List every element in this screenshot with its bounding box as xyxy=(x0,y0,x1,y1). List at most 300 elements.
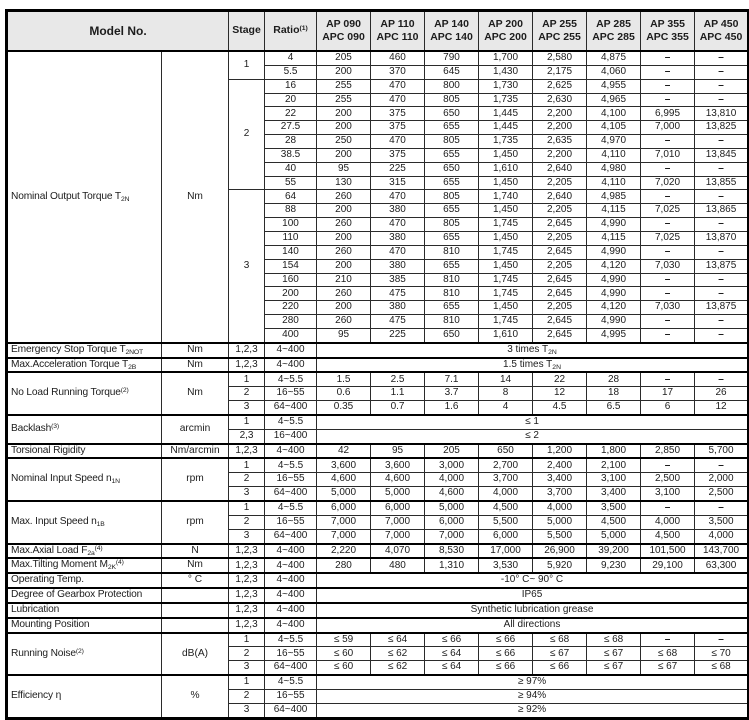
cell-ratio: 4~400 xyxy=(265,558,317,573)
table-body xyxy=(7,51,749,718)
cell-value: 4,110 xyxy=(587,176,641,190)
cell-value: 375 xyxy=(371,148,425,162)
cell-stage: 1 xyxy=(229,458,265,472)
cell-value: 255 xyxy=(317,79,371,93)
cell-value: 28 xyxy=(587,372,641,386)
cell-value: ≤ 66 xyxy=(479,633,533,647)
cell-value: 375 xyxy=(371,107,425,121)
cell-ratio: 16~55 xyxy=(265,689,317,703)
cell-value: 1,700 xyxy=(479,51,533,65)
cell-value: 1.5 xyxy=(317,372,371,386)
cell-value: 1,200 xyxy=(533,444,587,459)
cell-value: 6.5 xyxy=(587,401,641,415)
cell-value: 13,875 xyxy=(695,301,749,315)
cell-unit xyxy=(162,618,229,633)
cell-value: 655 xyxy=(425,176,479,190)
cell-ratio: 16~55 xyxy=(265,473,317,487)
cell-value: 2,580 xyxy=(533,51,587,65)
cell-value: – xyxy=(695,245,749,259)
cell-span-value: All directions xyxy=(317,618,749,633)
cell-ratio: 55 xyxy=(265,176,317,190)
cell-value: – xyxy=(641,162,695,176)
cell-unit: rpm xyxy=(162,501,229,544)
cell-ratio: 27.5 xyxy=(265,121,317,135)
cell-value: 6,000 xyxy=(317,501,371,515)
cell-value: 200 xyxy=(317,107,371,121)
cell-value: 8,530 xyxy=(425,544,479,559)
cell-value: 26 xyxy=(695,387,749,401)
cell-value: – xyxy=(695,315,749,329)
cell-value: 210 xyxy=(317,273,371,287)
cell-value: 4,000 xyxy=(641,515,695,529)
cell-stage: 1,2,3 xyxy=(229,444,265,459)
cell-value: 101,500 xyxy=(641,544,695,559)
cell-span-value: Synthetic lubrication grease xyxy=(317,603,749,618)
cell-value: 9,230 xyxy=(587,558,641,573)
cell-unit: arcmin xyxy=(162,415,229,444)
cell-ratio: 4~5.5 xyxy=(265,372,317,386)
cell-value: 380 xyxy=(371,301,425,315)
cell-value: 5,700 xyxy=(695,444,749,459)
cell-value: 2,200 xyxy=(533,107,587,121)
cell-value: 63,300 xyxy=(695,558,749,573)
cell-value: – xyxy=(695,458,749,472)
cell-stage: 2 xyxy=(229,647,265,661)
cell-value: 7,000 xyxy=(425,529,479,543)
cell-value: 255 xyxy=(317,93,371,107)
cell-stage: 1,2,3 xyxy=(229,618,265,633)
header-model-col: AP 090 APC 090 xyxy=(317,11,371,52)
cell-value: 3,500 xyxy=(695,515,749,529)
cell-value: 4,115 xyxy=(587,231,641,245)
cell-value: 13,825 xyxy=(695,121,749,135)
cell-value: 250 xyxy=(317,135,371,149)
cell-value: 805 xyxy=(425,93,479,107)
cell-stage: 1,2,3 xyxy=(229,343,265,358)
cell-value: 2,645 xyxy=(533,328,587,342)
cell-value: 13,810 xyxy=(695,107,749,121)
cell-value: 805 xyxy=(425,218,479,232)
cell-ratio: 140 xyxy=(265,245,317,259)
cell-stage: 1,2,3 xyxy=(229,544,265,559)
cell-value: 2,500 xyxy=(641,473,695,487)
header-model-col: AP 450 APC 450 xyxy=(695,11,749,52)
cell-value: 810 xyxy=(425,273,479,287)
cell-value: 2,635 xyxy=(533,135,587,149)
cell-value: 470 xyxy=(371,190,425,204)
cell-value: 260 xyxy=(317,245,371,259)
cell-row-label: Mounting Position xyxy=(7,618,162,633)
cell-stage: 3 xyxy=(229,703,265,718)
cell-unit: ° C xyxy=(162,573,229,588)
cell-value: 4,600 xyxy=(425,487,479,501)
cell-value: 29,100 xyxy=(641,558,695,573)
cell-row-label: Max.Axial Load $F_{2a}^{(4)}$ xyxy=(7,544,162,559)
cell-value: 2,645 xyxy=(533,245,587,259)
cell-value: ≤ 62 xyxy=(371,647,425,661)
cell-stage: 1,2,3 xyxy=(229,588,265,603)
cell-row-label: Efficiency η xyxy=(7,675,162,718)
table-row xyxy=(7,501,749,515)
cell-value: 3,530 xyxy=(479,558,533,573)
cell-value: 42 xyxy=(317,444,371,459)
cell-ratio: 16 xyxy=(265,79,317,93)
cell-value: 4,000 xyxy=(533,501,587,515)
cell-value: 2,200 xyxy=(533,148,587,162)
cell-value: 1,610 xyxy=(479,162,533,176)
cell-value: 4,120 xyxy=(587,301,641,315)
cell-ratio: 200 xyxy=(265,287,317,301)
cell-stage: 3 xyxy=(229,401,265,415)
table-row xyxy=(7,358,749,373)
cell-value: 4,985 xyxy=(587,190,641,204)
cell-ratio: 100 xyxy=(265,218,317,232)
cell-span-value: ≤ 1 xyxy=(317,415,749,429)
cell-ratio: 64~400 xyxy=(265,401,317,415)
cell-value: ≤ 68 xyxy=(641,647,695,661)
cell-row-label: Nominal Output Torque $T_{2N}$ xyxy=(7,51,162,343)
cell-value: 3,700 xyxy=(479,473,533,487)
cell-value: 7,000 xyxy=(371,529,425,543)
cell-value: 0.35 xyxy=(317,401,371,415)
cell-value: 4,115 xyxy=(587,204,641,218)
cell-unit: N xyxy=(162,544,229,559)
cell-value: 13,845 xyxy=(695,148,749,162)
cell-span-value: ≥ 92% xyxy=(317,703,749,718)
cell-stage: 1,2,3 xyxy=(229,603,265,618)
cell-value: 14 xyxy=(479,372,533,386)
cell-unit: Nm xyxy=(162,358,229,373)
cell-ratio: 4~5.5 xyxy=(265,501,317,515)
cell-value: 4,000 xyxy=(695,529,749,543)
cell-value: – xyxy=(695,51,749,65)
cell-value: 7,030 xyxy=(641,259,695,273)
cell-value: ≤ 67 xyxy=(533,647,587,661)
cell-value: 6,995 xyxy=(641,107,695,121)
cell-value: 5,500 xyxy=(479,515,533,529)
cell-value: 0.7 xyxy=(371,401,425,415)
cell-row-label: No Load Running Torque$^{(2)}$ xyxy=(7,372,162,415)
cell-value: – xyxy=(695,65,749,79)
cell-value: – xyxy=(695,328,749,342)
cell-value: – xyxy=(641,501,695,515)
cell-value: 2,205 xyxy=(533,231,587,245)
cell-value: 470 xyxy=(371,79,425,93)
cell-value: 650 xyxy=(425,162,479,176)
cell-value: 655 xyxy=(425,259,479,273)
cell-stage: 2,3 xyxy=(229,429,265,443)
cell-value: 4,970 xyxy=(587,135,641,149)
cell-ratio: 4~400 xyxy=(265,544,317,559)
cell-value: 1,450 xyxy=(479,231,533,245)
cell-value: 1,735 xyxy=(479,93,533,107)
cell-span-value: ≥ 97% xyxy=(317,675,749,689)
cell-value: 260 xyxy=(317,218,371,232)
cell-ratio: 16~400 xyxy=(265,429,317,443)
cell-value: 2,630 xyxy=(533,93,587,107)
cell-value: 2,400 xyxy=(533,458,587,472)
cell-value: 4,990 xyxy=(587,273,641,287)
cell-value: 95 xyxy=(317,328,371,342)
cell-value: 4 xyxy=(479,401,533,415)
cell-value: 4,000 xyxy=(425,473,479,487)
cell-value: ≤ 67 xyxy=(641,661,695,675)
cell-value: – xyxy=(695,633,749,647)
cell-span-value: ≤ 2 xyxy=(317,429,749,443)
header-ratio: Ratio$^{(1)}$ xyxy=(265,11,317,52)
cell-stage: 1 xyxy=(229,415,265,429)
cell-value: 645 xyxy=(425,65,479,79)
cell-value: 3,500 xyxy=(587,501,641,515)
cell-value: 375 xyxy=(371,121,425,135)
cell-value: 3,600 xyxy=(371,458,425,472)
cell-value: 655 xyxy=(425,231,479,245)
cell-value: 0.6 xyxy=(317,387,371,401)
cell-value: ≤ 68 xyxy=(533,633,587,647)
cell-value: 385 xyxy=(371,273,425,287)
cell-stage: 1,2,3 xyxy=(229,573,265,588)
cell-value: 7,025 xyxy=(641,231,695,245)
cell-value: – xyxy=(641,65,695,79)
cell-value: 810 xyxy=(425,315,479,329)
cell-row-label: Backlash$^{(3)}$ xyxy=(7,415,162,444)
cell-value: 1,450 xyxy=(479,259,533,273)
cell-value: 650 xyxy=(425,328,479,342)
cell-value: 6 xyxy=(641,401,695,415)
cell-value: 6,000 xyxy=(479,529,533,543)
cell-ratio: 4~5.5 xyxy=(265,415,317,429)
cell-ratio: 28 xyxy=(265,135,317,149)
cell-value: 1.1 xyxy=(371,387,425,401)
cell-value: 280 xyxy=(317,558,371,573)
cell-value: 260 xyxy=(317,190,371,204)
cell-span-value: -10° C~ 90° C xyxy=(317,573,749,588)
cell-stage: 1 xyxy=(229,51,265,79)
cell-value: 470 xyxy=(371,245,425,259)
cell-value: – xyxy=(641,328,695,342)
cell-stage: 3 xyxy=(229,529,265,543)
cell-ratio: 64~400 xyxy=(265,703,317,718)
cell-ratio: 16~55 xyxy=(265,515,317,529)
cell-value: 1,735 xyxy=(479,135,533,149)
table-row xyxy=(7,618,749,633)
cell-value: 1,800 xyxy=(587,444,641,459)
cell-value: 2,645 xyxy=(533,287,587,301)
cell-value: – xyxy=(641,273,695,287)
cell-value: 470 xyxy=(371,135,425,149)
cell-value: 2,220 xyxy=(317,544,371,559)
cell-value: – xyxy=(641,93,695,107)
cell-value: 2,850 xyxy=(641,444,695,459)
table-row xyxy=(7,603,749,618)
cell-value: – xyxy=(695,93,749,107)
cell-stage: 2 xyxy=(229,689,265,703)
cell-row-label: Max. Input Speed $n_{1B}$ xyxy=(7,501,162,544)
cell-value: ≤ 60 xyxy=(317,647,371,661)
cell-value: 260 xyxy=(317,287,371,301)
cell-value: – xyxy=(641,218,695,232)
cell-ratio: 64~400 xyxy=(265,661,317,675)
cell-span-value: 1.5 times $T_{2N}$ xyxy=(317,358,749,373)
cell-unit: rpm xyxy=(162,458,229,501)
cell-value: – xyxy=(641,190,695,204)
cell-value: 3,700 xyxy=(533,487,587,501)
cell-value: 7,000 xyxy=(317,515,371,529)
cell-ratio: 88 xyxy=(265,204,317,218)
cell-value: 7,025 xyxy=(641,204,695,218)
cell-value: 2,205 xyxy=(533,301,587,315)
cell-value: 5,000 xyxy=(317,487,371,501)
cell-ratio: 22 xyxy=(265,107,317,121)
cell-value: 475 xyxy=(371,287,425,301)
cell-value: – xyxy=(695,273,749,287)
cell-ratio: 4~5.5 xyxy=(265,633,317,647)
cell-unit: dB(A) xyxy=(162,633,229,676)
cell-value: 6,000 xyxy=(371,501,425,515)
cell-value: 7,000 xyxy=(641,121,695,135)
cell-ratio: 4~400 xyxy=(265,603,317,618)
cell-ratio: 5.5 xyxy=(265,65,317,79)
cell-row-label: Max.Tilting Moment $M_{2K}^{(4)}$ xyxy=(7,558,162,573)
cell-unit: Nm xyxy=(162,51,229,343)
cell-value: 1,745 xyxy=(479,273,533,287)
cell-stage: 2 xyxy=(229,515,265,529)
cell-value: – xyxy=(695,190,749,204)
cell-stage: 1 xyxy=(229,675,265,689)
cell-value: 4,070 xyxy=(371,544,425,559)
cell-value: 4,600 xyxy=(371,473,425,487)
cell-value: 200 xyxy=(317,148,371,162)
cell-value: ≤ 64 xyxy=(425,661,479,675)
cell-value: ≤ 59 xyxy=(317,633,371,647)
cell-value: 130 xyxy=(317,176,371,190)
cell-ratio: 16~55 xyxy=(265,387,317,401)
cell-value: 2,625 xyxy=(533,79,587,93)
cell-value: 95 xyxy=(371,444,425,459)
cell-ratio: 4~400 xyxy=(265,358,317,373)
cell-value: 4,500 xyxy=(479,501,533,515)
cell-value: 1,430 xyxy=(479,65,533,79)
cell-value: 1,745 xyxy=(479,218,533,232)
cell-value: 3,400 xyxy=(587,487,641,501)
cell-value: 2,645 xyxy=(533,218,587,232)
cell-value: 2.5 xyxy=(371,372,425,386)
cell-value: 18 xyxy=(587,387,641,401)
cell-value: 1,730 xyxy=(479,79,533,93)
cell-value: 1.6 xyxy=(425,401,479,415)
cell-stage: 3 xyxy=(229,190,265,343)
cell-value: 205 xyxy=(425,444,479,459)
cell-value: 4,990 xyxy=(587,245,641,259)
cell-ratio: 38.5 xyxy=(265,148,317,162)
cell-value: 4,060 xyxy=(587,65,641,79)
cell-value: 4,110 xyxy=(587,148,641,162)
cell-value: 13,870 xyxy=(695,231,749,245)
cell-stage: 1 xyxy=(229,372,265,386)
table-row xyxy=(7,51,749,65)
cell-value: – xyxy=(695,218,749,232)
cell-unit: Nm xyxy=(162,558,229,573)
cell-value: 13,875 xyxy=(695,259,749,273)
table-row xyxy=(7,372,749,386)
cell-unit: Nm xyxy=(162,372,229,415)
cell-value: 1,745 xyxy=(479,287,533,301)
cell-value: 5,000 xyxy=(587,529,641,543)
cell-value: 655 xyxy=(425,301,479,315)
cell-value: 3.7 xyxy=(425,387,479,401)
cell-value: 22 xyxy=(533,372,587,386)
table-row xyxy=(7,444,749,459)
cell-value: 2,000 xyxy=(695,473,749,487)
header-model-col: AP 110 APC 110 xyxy=(371,11,425,52)
cell-stage: 2 xyxy=(229,79,265,190)
cell-row-label: Running Noise$^{(2)}$ xyxy=(7,633,162,676)
cell-value: 460 xyxy=(371,51,425,65)
cell-value: 4,500 xyxy=(587,515,641,529)
cell-value: 2,200 xyxy=(533,121,587,135)
cell-value: 13,865 xyxy=(695,204,749,218)
cell-value: 200 xyxy=(317,121,371,135)
gearbox-spec-table xyxy=(5,9,749,720)
header-model-col: AP 200 APC 200 xyxy=(479,11,533,52)
cell-ratio: 4~400 xyxy=(265,573,317,588)
cell-ratio: 4 xyxy=(265,51,317,65)
cell-value: 17,000 xyxy=(479,544,533,559)
cell-row-label: Operating Temp. xyxy=(7,573,162,588)
cell-value: 4,995 xyxy=(587,328,641,342)
cell-value: – xyxy=(695,135,749,149)
cell-value: 2,700 xyxy=(479,458,533,472)
cell-ratio: 4~400 xyxy=(265,343,317,358)
table-row xyxy=(7,458,749,472)
cell-row-label: Max.Acceleration Torque $T_{2B}$ xyxy=(7,358,162,373)
cell-value: 17 xyxy=(641,387,695,401)
cell-value: 2,205 xyxy=(533,259,587,273)
cell-stage: 1,2,3 xyxy=(229,358,265,373)
cell-value: ≤ 67 xyxy=(587,647,641,661)
cell-value: ≤ 60 xyxy=(317,661,371,675)
cell-row-label: Emergency Stop Torque $T_{2NOT}$ xyxy=(7,343,162,358)
cell-value: 1,745 xyxy=(479,315,533,329)
cell-value: 5,000 xyxy=(371,487,425,501)
cell-ratio: 40 xyxy=(265,162,317,176)
cell-stage: 3 xyxy=(229,661,265,675)
cell-value: 4,100 xyxy=(587,107,641,121)
cell-stage: 1 xyxy=(229,501,265,515)
cell-value: 143,700 xyxy=(695,544,749,559)
table-row xyxy=(7,343,749,358)
cell-value: 3,600 xyxy=(317,458,371,472)
cell-value: ≤ 68 xyxy=(695,661,749,675)
cell-value: 1,740 xyxy=(479,190,533,204)
cell-value: 2,640 xyxy=(533,162,587,176)
cell-ratio: 64 xyxy=(265,190,317,204)
cell-value: 200 xyxy=(317,301,371,315)
cell-value: 200 xyxy=(317,204,371,218)
cell-value: 800 xyxy=(425,79,479,93)
cell-value: 260 xyxy=(317,315,371,329)
cell-value: 650 xyxy=(425,107,479,121)
cell-value: 39,200 xyxy=(587,544,641,559)
header-model-no: Model No. xyxy=(7,11,229,52)
cell-value: 26,900 xyxy=(533,544,587,559)
cell-value: – xyxy=(641,287,695,301)
cell-value: 4,990 xyxy=(587,287,641,301)
cell-value: 480 xyxy=(371,558,425,573)
cell-value: – xyxy=(641,315,695,329)
cell-value: 4,980 xyxy=(587,162,641,176)
cell-ratio: 110 xyxy=(265,231,317,245)
